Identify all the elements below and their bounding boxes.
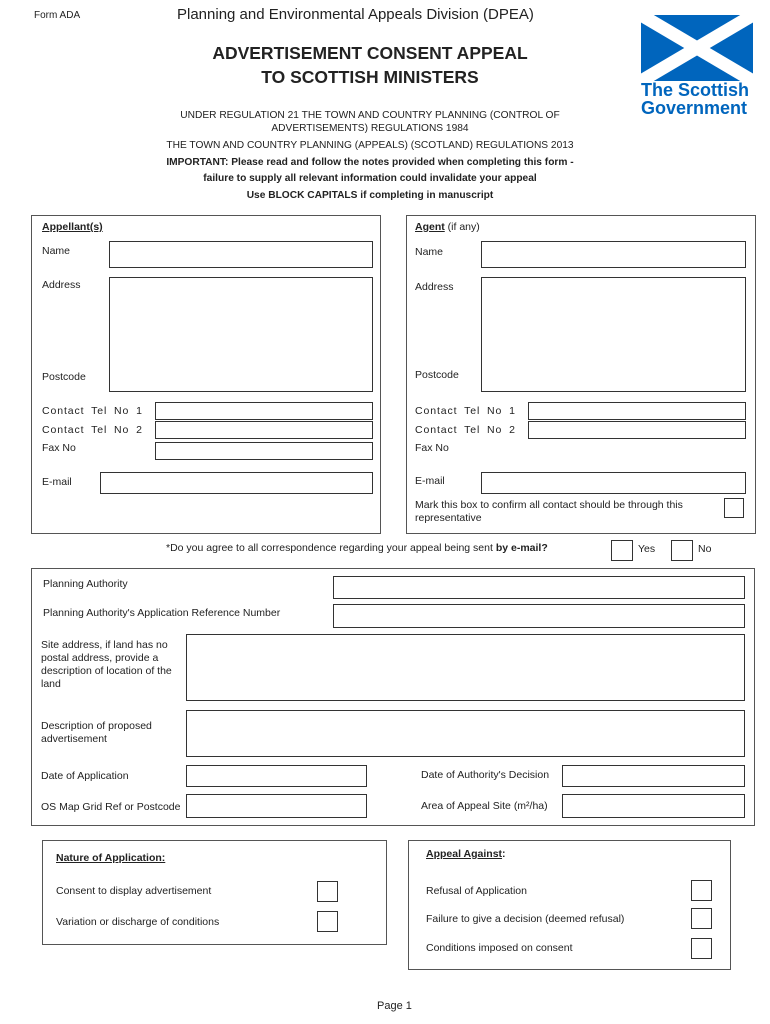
date-application-label: Date of Application (41, 770, 129, 782)
appellant-address-field[interactable] (109, 277, 373, 392)
appellant-email-label: E-mail (42, 476, 72, 488)
appeal-opt1-checkbox[interactable] (691, 880, 712, 901)
agent-tel2-field[interactable] (528, 421, 746, 439)
block-capitals-note: Use BLOCK CAPITALS if completing in manuscript (246, 190, 494, 201)
appellant-tel2-field[interactable] (155, 421, 373, 439)
nature-heading: Nature of Application: (56, 852, 166, 864)
email-agree-question (166, 542, 548, 554)
description-label: Description of proposed advertisement (41, 720, 152, 745)
page-number: Page 1 (377, 1000, 412, 1012)
planning-authority-label: Planning Authority (43, 578, 128, 590)
appellant-address-label: Address (42, 279, 81, 291)
agent-confirm-checkbox[interactable] (724, 498, 744, 518)
appeal-opt2-checkbox[interactable] (691, 908, 712, 929)
regulation-line1: UNDER REGULATION 21 THE TOWN AND COUNTRY PLANNING (CONTROL OF (180, 110, 560, 121)
agent-email-label: E-mail (415, 475, 445, 487)
form-title-line2: TO SCOTTISH MINISTERS (261, 67, 479, 87)
agent-tel1-field[interactable] (528, 402, 746, 420)
email-no-label: No (698, 543, 712, 555)
email-yes-checkbox[interactable] (611, 540, 633, 561)
date-decision-label: Date of Authority's Decision (421, 769, 550, 781)
regulation-line2: ADVERTISEMENTS) REGULATIONS 1984 (271, 123, 469, 134)
appellant-email-field[interactable] (100, 472, 373, 494)
nature-opt2-label: Variation or discharge of conditions (56, 916, 220, 928)
agent-tel2-label: Contact Tel No 2 (415, 424, 516, 436)
agent-name-label: Name (415, 246, 444, 258)
agent-address-field[interactable] (481, 277, 746, 392)
logo-text-line1: The Scottish (641, 80, 750, 100)
saltire-flag-icon (641, 15, 753, 81)
os-map-field[interactable] (186, 794, 367, 818)
appellant-name-label: Name (42, 245, 71, 257)
area-label: Area of Appeal Site (m²/ha) (421, 800, 548, 812)
appellant-name-field[interactable] (109, 241, 373, 268)
agent-tel1-label: Contact Tel No 1 (415, 405, 516, 417)
site-address-field[interactable] (186, 634, 745, 701)
nature-opt2-checkbox[interactable] (317, 911, 338, 932)
appeal-opt3-label: Conditions imposed on consent (426, 942, 573, 954)
agent-email-field[interactable] (481, 472, 746, 494)
appellant-postcode-label: Postcode (42, 371, 86, 383)
planning-authority-field[interactable] (333, 576, 745, 599)
description-field[interactable] (186, 710, 745, 757)
appellant-tel2-label: Contact Tel No 2 (42, 424, 143, 436)
form-code: Form ADA (34, 10, 81, 21)
email-no-checkbox[interactable] (671, 540, 693, 561)
email-agree-bold: by e-mail? (495, 542, 548, 554)
agent-name-field[interactable] (481, 241, 746, 268)
form-title-line1: ADVERTISEMENT CONSENT APPEAL (212, 43, 528, 63)
area-field[interactable] (562, 794, 745, 818)
site-address-label: Site address, if land has no postal address, provide a description of location of the land (41, 639, 172, 690)
important-notice-line1: IMPORTANT: Please read and follow the notes provided when completing this form - (166, 157, 574, 168)
appeal-opt1-label: Refusal of Application (426, 885, 527, 897)
agent-heading: Agent (415, 221, 445, 233)
app-ref-label: Planning Authority's Application Reference Number (43, 607, 281, 619)
appeal-against-heading-row (426, 848, 506, 860)
os-map-label: OS Map Grid Ref or Postcode (41, 801, 181, 813)
appeal-against-colon: : (502, 848, 506, 860)
nature-opt1-checkbox[interactable] (317, 881, 338, 902)
agent-heading-row (415, 221, 480, 233)
appellant-tel1-field[interactable] (155, 402, 373, 420)
important-notice-line2: failure to supply all relevant information could invalidate your appeal (203, 173, 537, 184)
app-ref-field[interactable] (333, 604, 745, 628)
appellant-tel1-label: Contact Tel No 1 (42, 405, 143, 417)
appeal-opt3-checkbox[interactable] (691, 938, 712, 959)
agent-fax-label: Fax No (415, 442, 449, 454)
appellant-fax-label: Fax No (42, 442, 76, 454)
email-agree-text: *Do you agree to all correspondence regarding your appeal being sent (166, 542, 496, 554)
date-decision-field[interactable] (562, 765, 745, 787)
scottish-government-logo (641, 15, 753, 125)
email-yes-label: Yes (638, 543, 656, 555)
division-title: Planning and Environmental Appeals Division (DPEA) (177, 6, 534, 23)
appeal-against-heading: Appeal Against (426, 848, 503, 860)
regulation-line3: THE TOWN AND COUNTRY PLANNING (APPEALS) (SCOTLAND) REGULATIONS 2013 (166, 140, 574, 151)
agent-confirm-label: Mark this box to confirm all contact should be through this representative (415, 499, 683, 524)
logo-text-line2: Government (641, 98, 748, 118)
appellant-fax-field[interactable] (155, 442, 373, 460)
agent-heading-suffix: (if any) (444, 221, 480, 233)
appeal-opt2-label: Failure to give a decision (deemed refusal) (426, 913, 625, 925)
date-application-field[interactable] (186, 765, 367, 787)
nature-opt1-label: Consent to display advertisement (56, 885, 212, 897)
agent-address-label: Address (415, 281, 454, 293)
agent-postcode-label: Postcode (415, 369, 459, 381)
appellant-heading: Appellant(s) (42, 221, 103, 233)
